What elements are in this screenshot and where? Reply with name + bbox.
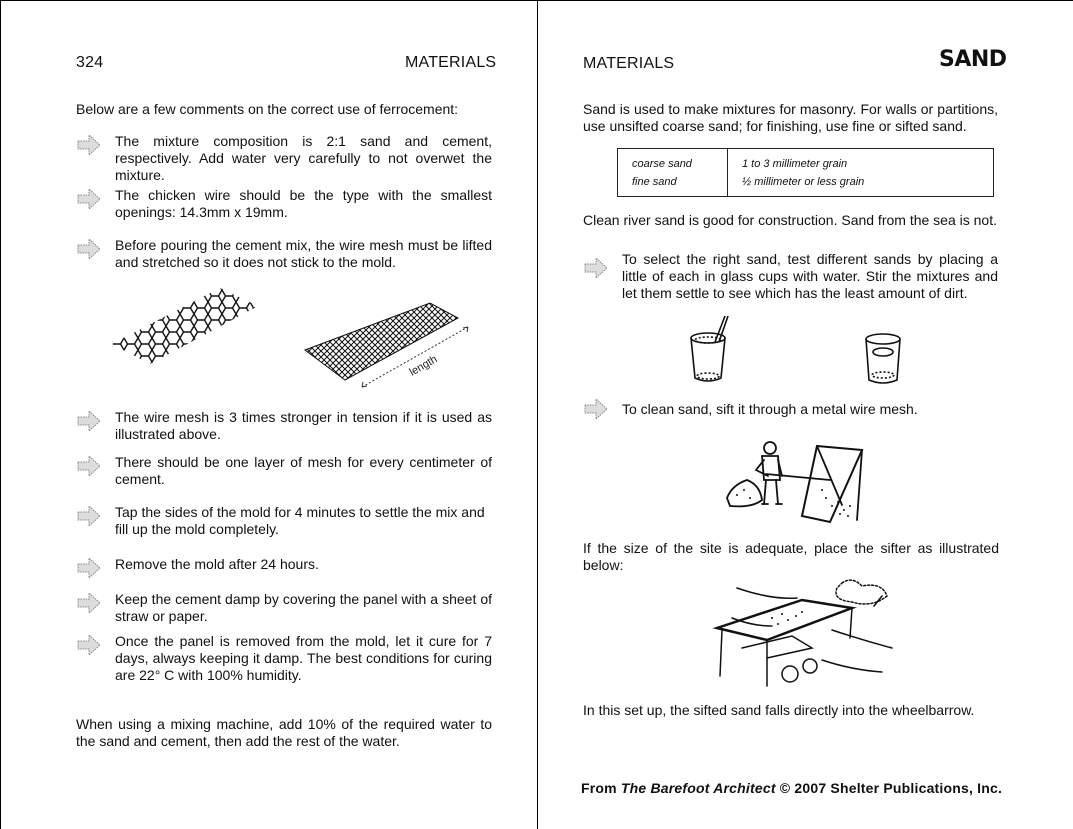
bullet-text: To clean sand, sift it through a metal wire mesh. <box>622 401 918 417</box>
bullet-text: The wire mesh is 3 times stronger in tension if it is used as illustrated above. <box>115 409 492 442</box>
arrow-bullet-icon <box>77 134 101 156</box>
sand-type-column <box>618 149 728 196</box>
arrow-bullet-icon <box>77 592 101 614</box>
arrow-bullet-icon <box>77 557 101 579</box>
hex-mesh-illustration <box>110 284 260 369</box>
sand-type-cell: fine sand <box>632 176 677 188</box>
copyright-credit <box>581 780 1002 796</box>
bullet-text: The chicken wire should be the type with the smallest openings: 14.3mm x 19mm. <box>115 187 492 220</box>
page-title: SAND <box>939 47 1007 72</box>
bullet-text: To select the right sand, test different sands by placing a little of each in glass cups with water. Stir the mixtures and let them settle to see which has the least amount of dirt. <box>622 251 998 301</box>
site-note: If the size of the site is adequate, place the sifter as illustrated below: <box>583 540 999 573</box>
left-bullet-1 <box>77 133 492 184</box>
arrow-bullet-icon <box>77 634 101 656</box>
cross-mesh-illustration <box>300 300 475 395</box>
sifter-worker-illustration <box>722 440 867 525</box>
left-bullet-4 <box>77 409 492 443</box>
bullet-text: The mixture composition is 2:1 sand and cement, respectively. Add water very carefully to not overwet the mixture. <box>115 133 492 183</box>
wheelbarrow-note: In this set up, the sifted sand falls directly into the wheelbarrow. <box>583 702 975 718</box>
right-section-header: MATERIALS <box>583 55 675 72</box>
sand-type-cell: coarse sand <box>632 158 692 170</box>
left-bullet-3 <box>77 237 492 271</box>
credit-prefix: From <box>581 780 621 796</box>
arrow-bullet-icon <box>77 505 101 527</box>
left-intro: Below are a few comments on the correct use of ferrocement: <box>76 101 459 117</box>
bullet-text: Before pouring the cement mix, the wire mesh must be lifted and stretched so it does not stick to the mold. <box>115 237 492 270</box>
page-number: 324 <box>76 54 104 71</box>
credit-suffix: © 2007 Shelter Publications, Inc. <box>775 780 1003 796</box>
grain-size-column <box>728 149 993 196</box>
wheelbarrow-sifter-illustration <box>712 578 897 688</box>
left-closing: When using a mixing machine, add 10% of the required water to the sand and cement, then add the rest of the water. <box>76 716 492 749</box>
bullet-text: There should be one layer of mesh for every centimeter of cement. <box>115 454 492 487</box>
left-bullet-5 <box>77 454 492 488</box>
left-bullet-2 <box>77 187 492 221</box>
arrow-bullet-icon <box>77 238 101 260</box>
right-bullet-1 <box>584 251 998 302</box>
length-label: length <box>407 353 440 379</box>
sand-grain-table <box>617 148 994 197</box>
bullet-text: Once the panel is removed from the mold, let it cure for 7 days, always keeping it damp. The best conditions for curing are 22° C with 100% humidity. <box>115 633 492 683</box>
arrow-bullet-icon <box>77 188 101 210</box>
arrow-bullet-icon <box>584 257 608 279</box>
left-bullet-9 <box>77 633 492 684</box>
arrow-bullet-icon <box>77 455 101 477</box>
credit-book-title: The Barefoot Architect <box>620 780 776 796</box>
glass-cups-illustration <box>685 312 910 387</box>
arrow-bullet-icon <box>584 398 608 420</box>
left-bullet-8 <box>77 591 492 625</box>
right-intro: Sand is used to make mixtures for masonry. For walls or partitions, use unsifted coarse sand; for finishing, use fine or sifted sand. <box>583 101 998 134</box>
left-bullet-6 <box>77 504 492 538</box>
page-divider <box>537 0 538 829</box>
bullet-text: Remove the mold after 24 hours. <box>115 556 319 572</box>
grain-size-cell: ½ millimeter or less grain <box>742 176 865 188</box>
right-bullet-2 <box>584 397 998 420</box>
arrow-bullet-icon <box>77 410 101 432</box>
river-sand-note: Clean river sand is good for construction. Sand from the sea is not. <box>583 212 997 228</box>
left-section-header: MATERIALS <box>405 54 497 71</box>
bullet-text: Tap the sides of the mold for 4 minutes to settle the mix and fill up the mold completely. <box>115 504 485 537</box>
bullet-text: Keep the cement damp by covering the panel with a sheet of straw or paper. <box>115 591 492 624</box>
left-bullet-7 <box>77 556 492 579</box>
grain-size-cell: 1 to 3 millimeter grain <box>742 158 848 170</box>
